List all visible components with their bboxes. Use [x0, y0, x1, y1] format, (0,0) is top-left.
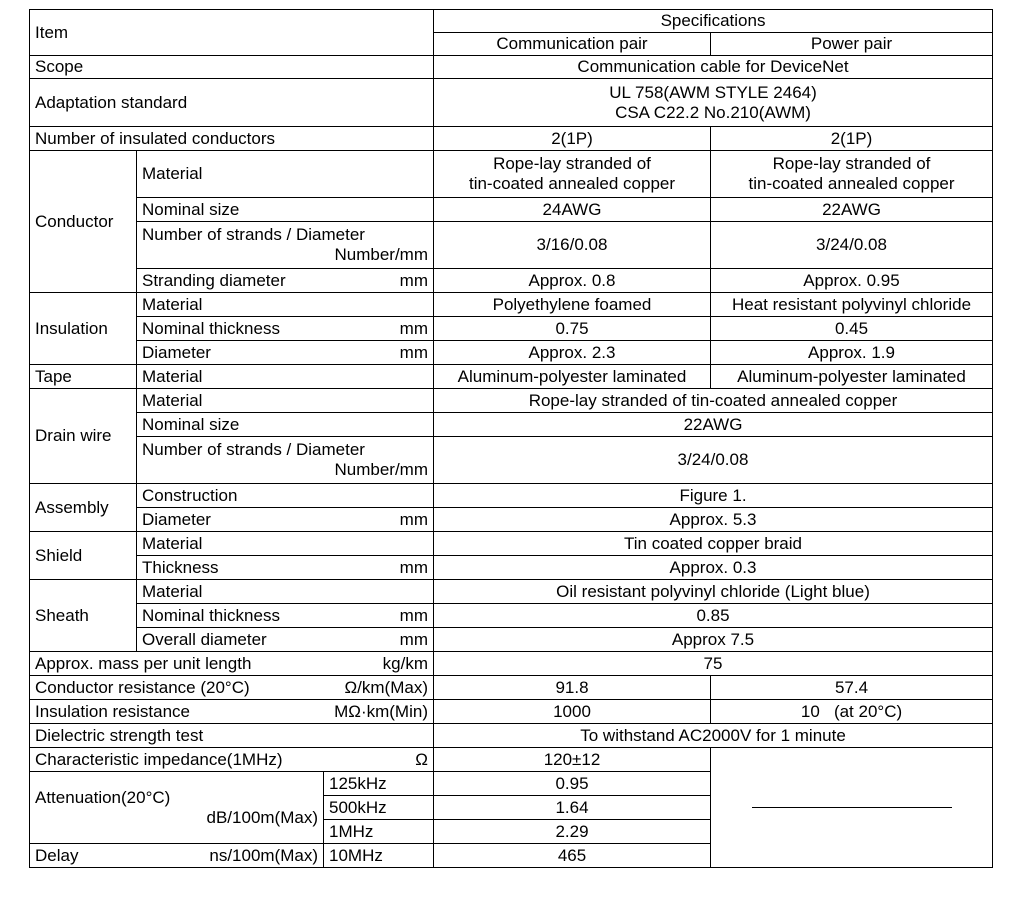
- attenuation-freq-1: 125kHz: [324, 772, 434, 796]
- tape-material-label: Material: [137, 365, 434, 389]
- insulation-label: Insulation: [30, 293, 137, 365]
- not-applicable-dash: [752, 807, 952, 808]
- conductor-size-label: Nominal size: [137, 198, 434, 222]
- conductor-material-comm: Rope-lay stranded of tin-coated annealed copper: [434, 151, 711, 198]
- delay-label: Delay ns/100m(Max): [30, 844, 324, 868]
- dielectric-label: Dielectric strength test: [30, 724, 434, 748]
- dielectric-value: To withstand AC2000V for 1 minute: [434, 724, 993, 748]
- attenuation-freq-3: 1MHz: [324, 820, 434, 844]
- tape-material-power: Aluminum-polyester laminated: [711, 365, 993, 389]
- ins-resistance-label: Insulation resistance MΩ·km(Min): [30, 700, 434, 724]
- delay-freq: 10MHz: [324, 844, 434, 868]
- power-pair-not-applicable: [711, 748, 993, 868]
- assembly-diameter-value: Approx. 5.3: [434, 508, 993, 532]
- attenuation-label: Attenuation(20°C) dB/100m(Max): [30, 772, 324, 844]
- specifications-table: [29, 9, 993, 868]
- conductor-material-power: Rope-lay stranded of tin-coated annealed copper: [711, 151, 993, 198]
- num-conductors-power: 2(1P): [711, 127, 993, 151]
- conductor-material-label: Material: [137, 151, 434, 198]
- conductor-strands-comm: 3/16/0.08: [434, 222, 711, 269]
- header-power-pair: Power pair: [711, 33, 993, 56]
- conductor-stranding-diameter-comm: Approx. 0.8: [434, 269, 711, 293]
- shield-label: Shield: [30, 532, 137, 580]
- shield-thickness-label: Thickness mm: [137, 556, 434, 580]
- sheath-thickness-value: 0.85: [434, 604, 993, 628]
- conductor-strands-power: 3/24/0.08: [711, 222, 993, 269]
- assembly-diameter-label: Diameter mm: [137, 508, 434, 532]
- header-communication-pair: Communication pair: [434, 33, 711, 56]
- mass-label: Approx. mass per unit length kg/km: [30, 652, 434, 676]
- impedance-label: Characteristic impedance(1MHz) Ω: [30, 748, 434, 772]
- drain-material-label: Material: [137, 389, 434, 413]
- insulation-diameter-comm: Approx. 2.3: [434, 341, 711, 365]
- scope-label: Scope: [30, 56, 434, 79]
- sheath-diameter-label: Overall diameter mm: [137, 628, 434, 652]
- insulation-thickness-label: Nominal thickness mm: [137, 317, 434, 341]
- insulation-material-comm: Polyethylene foamed: [434, 293, 711, 317]
- assembly-construction-value: Figure 1.: [434, 484, 993, 508]
- assembly-label: Assembly: [30, 484, 137, 532]
- insulation-diameter-label: Diameter mm: [137, 341, 434, 365]
- shield-material-value: Tin coated copper braid: [434, 532, 993, 556]
- insulation-thickness-comm: 0.75: [434, 317, 711, 341]
- insulation-material-power: Heat resistant polyvinyl chloride: [711, 293, 993, 317]
- assembly-construction-label: Construction: [137, 484, 434, 508]
- scope-value: Communication cable for DeviceNet: [434, 56, 993, 79]
- conductor-label: Conductor: [30, 151, 137, 293]
- conductor-strands-label: Number of strands / Diameter Number/mm: [137, 222, 434, 269]
- cond-resistance-comm: 91.8: [434, 676, 711, 700]
- attenuation-value-1: 0.95: [434, 772, 711, 796]
- standard-value: UL 758(AWM STYLE 2464) CSA C22.2 No.210(AWM): [434, 79, 993, 127]
- cond-resistance-label: Conductor resistance (20°C) Ω/km(Max): [30, 676, 434, 700]
- insulation-material-label: Material: [137, 293, 434, 317]
- drain-size-label: Nominal size: [137, 413, 434, 437]
- insulation-diameter-power: Approx. 1.9: [711, 341, 993, 365]
- conductor-stranding-diameter-label: Stranding diameter mm: [137, 269, 434, 293]
- sheath-thickness-label: Nominal thickness mm: [137, 604, 434, 628]
- tape-material-comm: Aluminum-polyester laminated: [434, 365, 711, 389]
- drain-material-value: Rope-lay stranded of tin-coated annealed copper: [434, 389, 993, 413]
- shield-thickness-value: Approx. 0.3: [434, 556, 993, 580]
- sheath-material-label: Material: [137, 580, 434, 604]
- shield-material-label: Material: [137, 532, 434, 556]
- attenuation-freq-2: 500kHz: [324, 796, 434, 820]
- conductor-size-power: 22AWG: [711, 198, 993, 222]
- cond-resistance-power: 57.4: [711, 676, 993, 700]
- drain-strands-label: Number of strands / Diameter Number/mm: [137, 437, 434, 484]
- drain-size-value: 22AWG: [434, 413, 993, 437]
- delay-value: 465: [434, 844, 711, 868]
- header-specifications: Specifications: [434, 10, 993, 33]
- sheath-material-value: Oil resistant polyvinyl chloride (Light blue): [434, 580, 993, 604]
- num-conductors-comm: 2(1P): [434, 127, 711, 151]
- attenuation-value-3: 2.29: [434, 820, 711, 844]
- ins-resistance-comm: 1000: [434, 700, 711, 724]
- conductor-size-comm: 24AWG: [434, 198, 711, 222]
- num-conductors-label: Number of insulated conductors: [30, 127, 434, 151]
- standard-label: Adaptation standard: [30, 79, 434, 127]
- conductor-stranding-diameter-power: Approx. 0.95: [711, 269, 993, 293]
- drain-wire-label: Drain wire: [30, 389, 137, 484]
- insulation-thickness-power: 0.45: [711, 317, 993, 341]
- sheath-diameter-value: Approx 7.5: [434, 628, 993, 652]
- sheath-label: Sheath: [30, 580, 137, 652]
- mass-value: 75: [434, 652, 993, 676]
- attenuation-value-2: 1.64: [434, 796, 711, 820]
- impedance-comm: 120±12: [434, 748, 711, 772]
- tape-label: Tape: [30, 365, 137, 389]
- ins-resistance-power: 10 (at 20°C): [711, 700, 993, 724]
- header-item: Item: [30, 10, 434, 56]
- drain-strands-value: 3/24/0.08: [434, 437, 993, 484]
